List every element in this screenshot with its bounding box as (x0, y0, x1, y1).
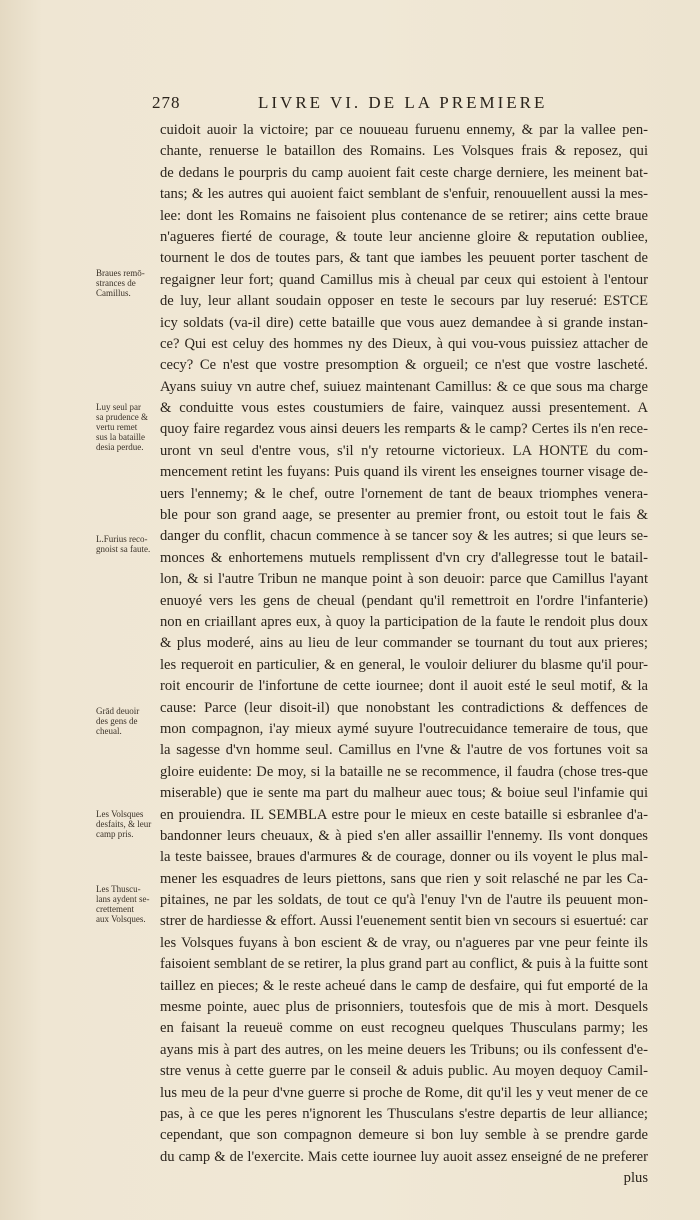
text-line: les requeroit en particulier, & en general, le vouloir deliurer du blasme qu'il pour- (160, 656, 648, 673)
margin-note (96, 706, 156, 736)
text-line: icy soldats (va-il dire) cette bataille que vous auez demandee à si grande instan- (160, 314, 648, 331)
text-line: roit encourir de l'infortune de cette iournee; dont il auoit esté le seul motif, & la (160, 678, 648, 695)
text-line: non en criaillant apres eux, à quoy la participation de la faute le rendoit plus doux (160, 613, 648, 630)
margin-note-line: L.Furius reco- (96, 534, 148, 544)
margin-note-line: sus la bataille (96, 432, 145, 442)
margin-note-line: Braues remō- (96, 268, 145, 278)
text-line: ce? Qui est celuy des hommes ny des Dieux, à qui vou-vous puissiez attacher de (160, 335, 648, 352)
text-line: & plus moderé, ains au lieu de leur commander se tournant du tout aux prieres; (160, 635, 648, 652)
text-line: taillez en pieces; & le reste acheué dans le camp de desfaire, qui fut emporté de la (160, 977, 648, 994)
text-line: quoy faire regardez vous ainsi deuers les remparts & le camp? Certes ils n'en rece- (160, 421, 648, 438)
text-line: enuoyé vers les gens de cheual (pendant qu'il remettroit en l'ordre l'infanterie) (160, 592, 648, 609)
text-line: de dedans le pourpris du camp auoient fait ceste charge derniere, les meinent bat- (160, 164, 648, 181)
text-line: faisoient semblant de se retirer, la plus grand part au conflict, & puis à la fuitte sont (160, 956, 648, 973)
margin-note-line: Luy seul par (96, 402, 141, 412)
text-line: ble pour son grand aage, se presenter au premier front, ou estoit tout le fais & (160, 507, 648, 524)
text-line: la sagesse d'vn homme seul. Camillus en l'vne & l'autre de vos fortunes voit sa (160, 742, 648, 759)
page-number: 278 (152, 93, 181, 112)
text-line: tournent le dos de toutes pars, & tant que iambes les peuuent porter taschent de (160, 250, 648, 267)
margin-note (96, 884, 156, 924)
margin-note-line: camp pris. (96, 829, 134, 839)
text-line: ayans mis à part des autres, on les meine deuers les Tribuns; ou ils confessent d'e- (160, 1041, 648, 1058)
margin-note-line: Grād deuoir (96, 706, 140, 716)
text-line: en prouiendra. IL SEMBLA estre pour le mieux en ceste bataille si esbranlee d'a- (160, 806, 648, 823)
margin-notes (0, 0, 160, 1220)
text-line: mon compagnon, i'ay mieux aymé suyure l'outrecuidance temeraire de tous, que (160, 720, 648, 737)
margin-note-line: lans aydent se- (96, 894, 150, 904)
text-line: en faisant la reueuë comme on eust recogneu quelques Thusculans parmy; les (160, 1020, 648, 1037)
margin-note-line: des gens de (96, 716, 138, 726)
margin-note-line: gnoist sa faute. (96, 544, 151, 554)
text-line: du camp & de l'exercite. Mais cette iournee luy auoit assez enseigné de ne preferer (160, 1148, 648, 1165)
margin-note-line: Les Volsques (96, 809, 144, 819)
text-line: la teste baissee, braues d'armures & de courage, donner ou ils voyent le plus mal- (160, 849, 648, 866)
text-line: cause: Parce (leur disoit-il) que nonobstant les contradictions & deffences de (160, 699, 648, 716)
text-line: lus meu de la peur d'vne guerre si proche de Rome, dit qu'il les y veut mener de ce (160, 1084, 648, 1101)
margin-note-line: cheual. (96, 726, 122, 736)
margin-note-line: strances de (96, 278, 136, 288)
margin-note (96, 534, 156, 554)
text-line: miserable) que ie sente ma part du malheur auec tous; & boiue seul l'infamie qui (160, 785, 648, 802)
margin-note-line: crettement (96, 904, 134, 914)
running-head: LIVRE VI. DE LA PREMIERE (258, 93, 548, 112)
text-line: mener les esquadres de leurs piettons, sans que rien y soit relasché ne par les Ca- (160, 870, 648, 887)
text-line: lon, & si l'autre Tribun ne manque point à son deuoir: parce que Camillus l'ayant (160, 571, 648, 588)
text-line: Ayans suiuy vn autre chef, suiuez maintenant Camillus: & ce que sous ma charge (160, 378, 648, 395)
margin-note-line: sa prudence & (96, 412, 148, 422)
margin-note-line: Les Thuscu- (96, 884, 141, 894)
text-line: monces & enhortemens mutuels remplissent d'vn cry d'allegresse tout le batail- (160, 549, 648, 566)
margin-note-line: Camillus. (96, 288, 131, 298)
text-line: tans; & les autres qui auoient faict semblant de s'enfuir, renouuellent aussi la mes- (160, 186, 648, 203)
text-line: gloire euidente: De moy, si la bataille ne se recommence, il faudra (chose tres-que (160, 763, 648, 780)
margin-note (96, 809, 156, 839)
text-line: les Volsques fuyans à bon escient & de vray, ou n'agueres par vne peur feinte ils (160, 934, 648, 951)
text-line: pitaines, ne par les soldats, de tout ce qu'à l'enuy l'vn de l'autre ils peuuent mon- (160, 892, 648, 909)
text-line: mencement retint les fuyans: Puis quand ils virent les enseignes tourner visage de- (160, 464, 648, 481)
text-line: & conduitte vous estes coustumiers de faire, vainquez aussi presentement. A (160, 400, 648, 417)
text-line: mesme pointe, auec plus de prisonniers, toutesfois que de mis à mort. Desquels (160, 999, 648, 1016)
text-line: n'agueres fierté de courage, & toute leur ancienne gloire & reputation oubliee, (160, 228, 648, 245)
body-text (160, 120, 648, 1190)
text-line: stre venus à cette guerre par le conseil & aduis public. Au moyen dequoy Camil- (160, 1063, 648, 1080)
text-line: chante, renuerse le bataillon des Romains. Les Volsques frais & reposez, qui (160, 143, 648, 160)
margin-note (96, 268, 156, 298)
text-line: danger du conflit, chacun commence à se tancer soy & les autres; si que leurs se- (160, 528, 648, 545)
margin-note-line: desfaits, & leur (96, 819, 152, 829)
text-line: bandonner leurs cheuaux, & à pied s'en aller assaillir l'ennemy. Ils vont donques (160, 827, 648, 844)
margin-note-line: aux Volsques. (96, 914, 146, 924)
text-line: pas, à ce que les peres n'ignorent les Thusculans s'estre departis de leur alliance; (160, 1105, 648, 1122)
text-line: cecy? Ce n'est que vostre presomption & orgueil; ce n'est que vostre lascheté. (160, 357, 648, 374)
margin-note-line: desia perdue. (96, 442, 144, 452)
text-line: cuidoit auoir la victoire; par ce nouueau furuenu ennemy, & par la vallee pen- (160, 122, 648, 138)
text-line: strer de hardiesse & effort. Aussi l'euenement sentit bien vn secours si esuertué: car (160, 913, 648, 930)
text-line: uers l'ennemy; & le chef, outre l'ornement de tant de beaux triomphes venera- (160, 485, 648, 502)
text-line: regaigner leur fort; quand Camillus mis à cheual par ceux qui estoient à l'entour (160, 271, 648, 288)
text-line: cependant, que son compagnon demeure si bon luy semble à se prendre garde (160, 1127, 648, 1144)
catchword: plus (623, 1170, 648, 1187)
margin-note (96, 402, 156, 452)
text-line: de luy, leur allant soudain opposer en teste le secours par luy reserué: ESTCE (160, 293, 648, 310)
margin-note-line: vertu remet (96, 422, 138, 432)
text-line: uront vn seul d'entre vous, s'il n'y retourne victorieux. LA HONTE du com- (160, 442, 648, 459)
text-line: lee: dont les Romains ne faisoient plus contenance de se retirer; ains cette braue (160, 207, 648, 224)
